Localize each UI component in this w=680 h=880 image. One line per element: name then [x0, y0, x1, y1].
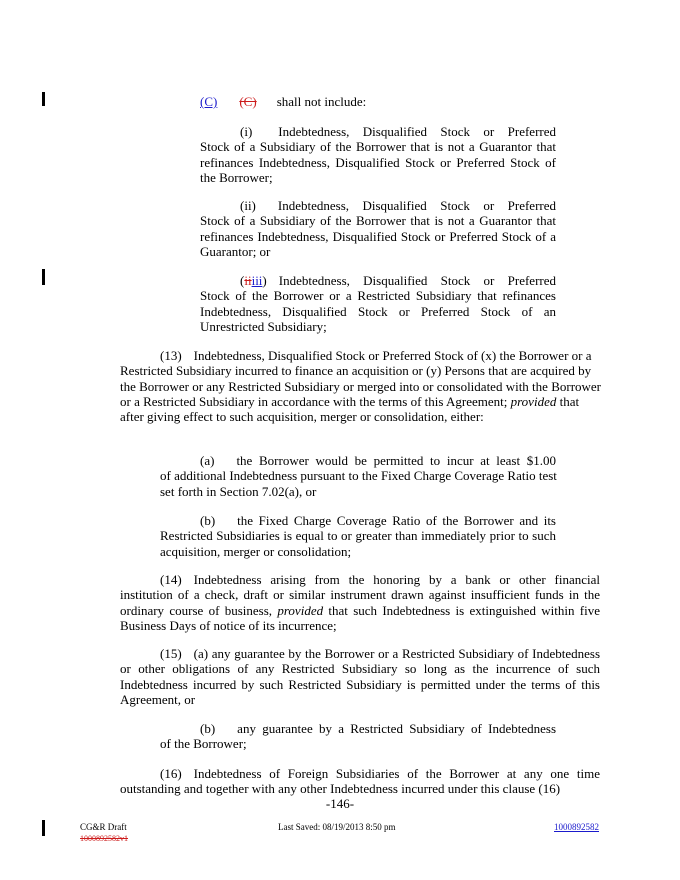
item-i-body: Stock of a Subsidiary of the Borrower that is not a Guarantor that refinances Indebtedness, Disqualified Stock or Preferred Stock of the Borrower;	[200, 139, 556, 185]
item-i-first-line: (i) Indebtedness, Disqualified Stock or Preferred	[240, 124, 556, 139]
deleted-numeral: ii	[244, 273, 252, 288]
para-15: (15) (a) any guarantee by the Borrower or a Restricted Subsidiary of Indebtedness or other obligations of any Restricted Subsidiary so long as the incurrence of such Indebtedness incurred by such Restricted Subsidiary is permitted under the terms of this Agreement, or	[120, 646, 600, 707]
para-13-a-first-line: (a) the Borrower would be permitted to incur at least $1.00	[200, 453, 556, 468]
clause-c-text: shall not include:	[276, 94, 367, 109]
footer-last-saved: Last Saved: 08/19/2013 8:50 pm	[278, 822, 396, 832]
footer-left	[80, 822, 128, 844]
item-ii-body: Stock of a Subsidiary of the Borrower that is not a Guarantor that refinances Indebtedness, Disqualified Stock or Preferred Stock of a Guarantor; or	[200, 213, 556, 259]
item-iii-body: Stock of the Borrower or a Restricted Subsidiary that refinances Indebtedness, Disqualified Stock or Preferred Stock of an Unrestricted Subsidiary;	[200, 288, 556, 334]
deleted-marker: (C)	[239, 94, 257, 109]
footer-draft-label: CG&R Draft	[80, 822, 127, 832]
page-number: -146-	[325, 796, 355, 811]
clause-c	[200, 94, 560, 109]
change-bar	[42, 269, 45, 285]
inserted-marker: (C)	[200, 94, 218, 109]
inserted-numeral: iii	[251, 273, 263, 288]
para-13-a-body: of additional Indebtedness pursuant to the Fixed Charge Coverage Ratio test set forth in Section 7.02(a), or	[160, 468, 557, 499]
change-bar	[42, 820, 45, 836]
para-13-b-body: Restricted Subsidiaries is equal to or greater than immediately prior to such acquisition, merger or consolidation;	[160, 528, 556, 559]
para-13-b-first-line: (b) the Fixed Charge Coverage Ratio of the Borrower and its	[200, 513, 556, 528]
item-iii-first-line: (iiiii) Indebtedness, Disqualified Stock or Preferred	[240, 273, 556, 288]
para-15-b-first-line: (b) any guarantee by a Restricted Subsidiary of Indebtedness	[200, 721, 556, 736]
para-13: (13) Indebtedness, Disqualified Stock or Preferred Stock of (x) the Borrower or a Restricted Subsidiary incurred to finance an acquisition or (y) Persons that are acquired by the Borrower or any Restricted Subsidiary or merged into or consolidated with the Borrower or a Restricted Subsidiary in accordance with the terms of this Agreement; provided that after giving effect to such acquisition, merger or consolidation, either:	[120, 348, 602, 425]
para-14: (14) Indebtedness arising from the honoring by a bank or other financial institution of a check, draft or similar instrument drawn against insufficient funds in the ordinary course of business, provided that such Indebtedness is extinguished within five Business Days of notice of its incurrence;	[120, 572, 601, 633]
para-15-b-body: of the Borrower;	[160, 736, 247, 752]
para-16: (16) Indebtedness of Foreign Subsidiaries of the Borrower at any one time outstanding and together with any other Indebtedness incurred under this clause (16)	[120, 766, 600, 797]
item-ii-first-line: (ii) Indebtedness, Disqualified Stock or Preferred	[240, 198, 556, 213]
footer-deleted-docnum: 1000892582v1	[80, 834, 128, 843]
change-bar	[42, 92, 45, 106]
footer-docnum: 1000892582	[554, 822, 599, 832]
